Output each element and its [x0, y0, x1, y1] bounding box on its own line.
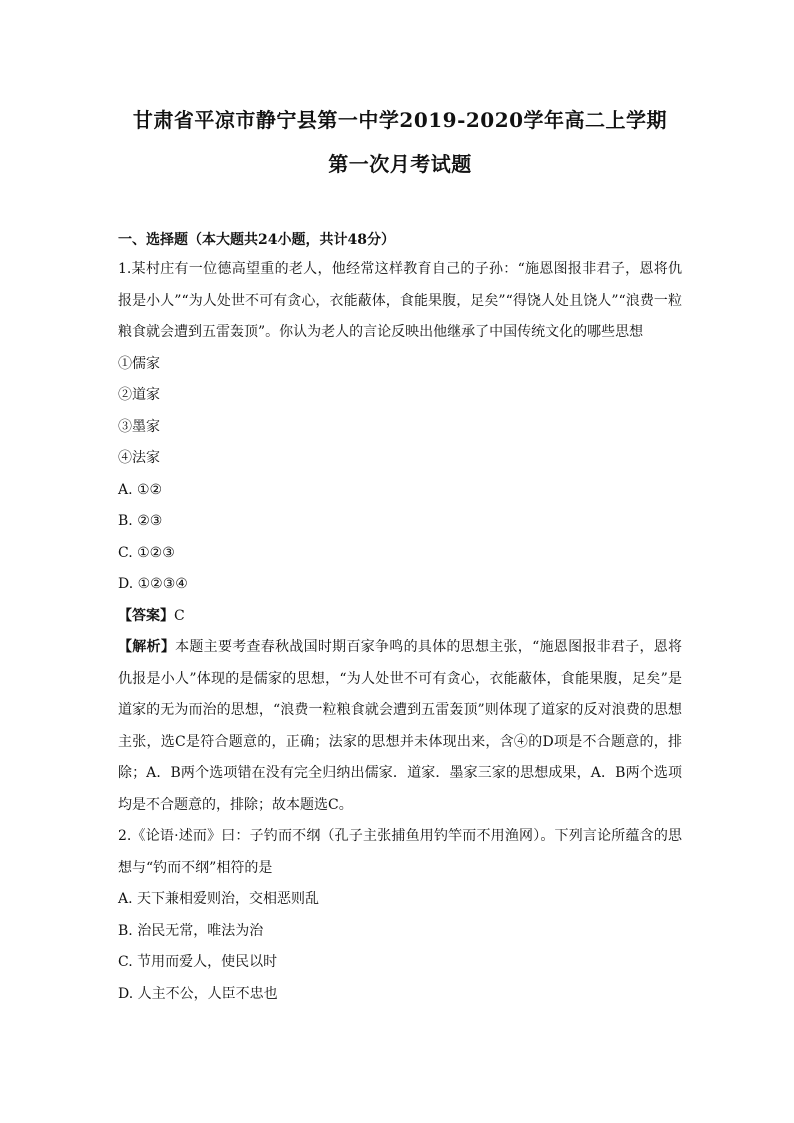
question-1-option-b: B. ②③ — [118, 513, 163, 529]
answer-value: C — [174, 607, 185, 624]
question-1-answer — [118, 601, 682, 633]
question-2-option-b: B. 治民无常，唯法为治 — [118, 922, 264, 939]
question-1-option-a: A. ①② — [118, 481, 163, 498]
question-1-item: ③墨家 — [118, 418, 160, 435]
section-heading: 一、选择题（本大题共24小题，共计48分） — [118, 232, 395, 248]
question-1-option-c: C. ①②③ — [118, 544, 175, 561]
question-1-option-d: D. ①②③④ — [118, 576, 188, 592]
question-1-item: ④法家 — [118, 450, 160, 466]
question-2-option-d: D. 人主不公，人臣不忠也 — [118, 985, 278, 1002]
answer-tag: 【答案】 — [118, 607, 174, 624]
question-2-option-c: C. 节用而爱人，使民以时 — [118, 954, 278, 970]
question-1 — [118, 254, 682, 821]
question-2-option-a: A. 天下兼相爱则治，交相恶则乱 — [118, 891, 320, 907]
question-2 — [118, 821, 682, 1010]
document-title-line-1: 甘肃省平凉市静宁县第一中学2019-2020学年高二上学期 — [132, 108, 668, 132]
analysis-tag: 【解析】 — [118, 639, 176, 655]
document-title-line-2: 第一次月考试题 — [328, 152, 472, 176]
question-1-stem: 1.某村庄有一位德高望重的老人，他经常这样教育自己的子孙：“施恩图报非君子，恩将仇报是小人”“为人处世不可有贪心，衣能蔽体，食能果腹，足矣”“得饶人处且饶人”“浪费一粒粮食就会遭到五雷轰顶”。你认为老人的言论反映出他继承了中国传统文化的哪些思想 — [118, 261, 682, 340]
question-2-stem: 2.《论语·述而》曰：子钓而不纲（孔子主张捕鱼用钓竿而不用渔网）。下列言论所蕴含的思想与“钓而不纲”相符的是 — [118, 828, 682, 876]
question-1-item: ①儒家 — [118, 355, 160, 372]
question-1-analysis — [118, 632, 682, 821]
question-1-item: ②道家 — [118, 387, 160, 403]
analysis-text: 本题主要考查春秋战国时期百家争鸣的具体的思想主张，“施恩图报非君子，恩将仇报是小人”体现的是儒家的思想，“为人处世不可有贪心，衣能蔽体，食能果腹，足矣”是道家的无为而治的思想，“浪费一粒粮食就会遭到五雷轰顶”则体现了道家的反对浪费的思想主张，选C是符合题意的，正确；法家的思想并未体现出来，含④的D项是不合题意的，排除；A．B两个选项错在没有完全归纳出儒家．道家．墨家三家的思想成果，A．B两个选项均是不合题意的，排除；故本题选C。 — [118, 639, 683, 813]
